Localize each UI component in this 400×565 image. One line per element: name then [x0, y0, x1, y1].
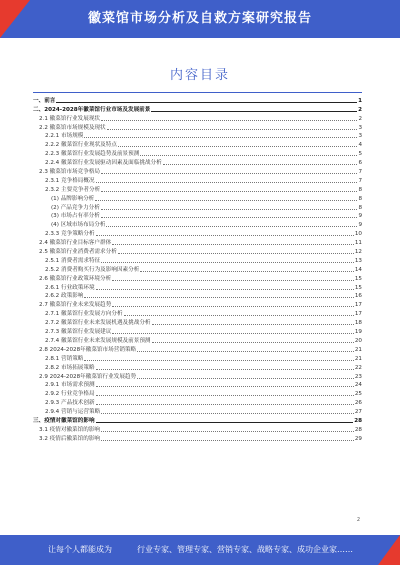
toc-entry-label: 2.3.3 竞争策略分析 — [45, 231, 95, 238]
toc-entry-label: (3) 市场占有率分析 — [51, 213, 100, 220]
toc-entry-label: 2.8.2 市场拓展策略 — [45, 364, 95, 371]
toc-entry-label: 三、疫情对徽菜馆的影响 — [33, 417, 95, 424]
toc-leader — [101, 191, 357, 192]
toc-entry[interactable] — [33, 256, 362, 265]
toc-entry[interactable] — [33, 372, 362, 381]
toc-title: 内容目录 — [169, 68, 230, 83]
toc-entry[interactable] — [33, 318, 362, 327]
toc-leader — [96, 404, 354, 405]
toc-leader — [84, 137, 357, 138]
toc-entry-page: 8 — [358, 204, 362, 211]
toc-entry-label: 一、前言 — [33, 97, 56, 104]
toc-entry-label: 2.9 2024-2028年徽菜馆行业发展趋势 — [39, 373, 137, 380]
toc-entry-label: 2.6.2 政策影响 — [45, 293, 84, 300]
toc-leader — [101, 120, 357, 121]
toc-entry-page: 9 — [358, 222, 362, 229]
toc-entry-page: 23 — [354, 373, 362, 380]
toc-entry-label: 2.9.3 产品技术创新 — [45, 400, 95, 407]
toc-leader — [101, 209, 358, 210]
toc-entry-label: 2.3.1 竞争格局概况 — [45, 177, 95, 184]
toc-entry-label: 2.7.2 徽菜馆行业未来发展机遇及挑战分析 — [45, 320, 151, 327]
toc-leader — [96, 386, 354, 387]
toc-entry[interactable] — [33, 96, 362, 105]
toc-entry[interactable] — [33, 203, 362, 212]
toc-entry[interactable] — [33, 336, 362, 345]
toc-entry-label: 二、2024-2028年徽菜馆行业市场及发展前景 — [33, 106, 151, 113]
toc-leader — [96, 182, 358, 183]
toc-leader — [106, 226, 357, 227]
toc-leader — [96, 422, 354, 423]
toc-entry-page: 27 — [354, 409, 362, 416]
toc-entry-page: 7 — [358, 169, 362, 176]
toc-entry-label: 3.2 疫情后徽菜馆的影响 — [39, 435, 101, 442]
toc-entry-page: 17 — [354, 302, 362, 309]
toc-entry[interactable] — [33, 274, 362, 283]
toc-leader — [96, 369, 354, 370]
toc-entry[interactable] — [33, 212, 362, 221]
toc-divider — [33, 92, 362, 93]
toc-entry-page: 2 — [358, 115, 362, 122]
toc-entry[interactable] — [33, 354, 362, 363]
toc-leader — [107, 129, 358, 130]
toc-entry[interactable] — [33, 363, 362, 372]
toc-entry-label: 2.5 徽菜馆行业消费者需求分析 — [39, 249, 117, 256]
toc-entry[interactable] — [33, 345, 362, 354]
toc-leader — [101, 217, 358, 218]
toc-entry-page: 14 — [354, 266, 362, 273]
toc-entry-label: 2.9.1 市场需求预测 — [45, 382, 95, 389]
toc-entry-label: 2.5.1 消费者需求特征 — [45, 257, 101, 264]
toc-entry[interactable] — [33, 238, 362, 247]
toc-entry[interactable] — [33, 381, 362, 390]
toc-entry-label: 2.9.2 行业竞争格局 — [45, 391, 95, 398]
toc-entry-label: 2.2 徽菜馆市场规模及现状 — [39, 124, 106, 131]
toc-leader — [163, 164, 358, 165]
toc-leader — [96, 235, 354, 236]
toc-entry-label: 2.4 徽菜馆行业目标客户群体 — [39, 240, 112, 247]
footer-accent — [378, 535, 400, 565]
toc-entry-page: 21 — [354, 355, 362, 362]
toc-leader — [84, 297, 353, 298]
toc-entry[interactable] — [33, 132, 362, 141]
toc-entry[interactable] — [33, 265, 362, 274]
toc-entry-page: 20 — [354, 337, 362, 344]
toc-leader — [95, 200, 357, 201]
toc-entry-page: 16 — [354, 293, 362, 300]
toc-leader — [140, 271, 354, 272]
toc-entry-page: 21 — [354, 346, 362, 353]
report-footer — [0, 535, 400, 565]
toc-entry[interactable] — [33, 158, 362, 167]
toc-entry-label: 2.5.2 消费者购买行为及影响因素分析 — [45, 266, 140, 273]
toc-entry-page: 25 — [354, 391, 362, 398]
toc-entry[interactable] — [33, 229, 362, 238]
toc-entry[interactable] — [33, 123, 362, 132]
toc-leader — [152, 342, 354, 343]
toc-entry-page: 22 — [354, 364, 362, 371]
toc-entry-page: 6 — [358, 160, 362, 167]
toc-entry[interactable] — [33, 407, 362, 416]
toc-leader — [101, 413, 354, 414]
toc-entry-page: 17 — [354, 311, 362, 318]
toc-entry-page: 3 — [358, 124, 362, 131]
toc-leader — [112, 306, 354, 307]
toc-entry[interactable] — [33, 292, 362, 301]
toc-entry[interactable] — [33, 283, 362, 292]
toc-entry-label: 2.7.4 徽菜馆行业未来发展规模及前景预测 — [45, 337, 151, 344]
toc-entry-label: 2.6.1 行业政策环境 — [45, 284, 95, 291]
toc-leader — [101, 173, 357, 174]
toc-entry-label: 2.7.3 徽菜馆行业发展建议 — [45, 329, 112, 336]
toc-entry-label: 2.8.1 营销策略 — [45, 355, 84, 362]
toc-entry[interactable] — [33, 434, 362, 443]
toc-entry-label: 2.1 徽菜馆行业发展现状 — [39, 115, 101, 122]
toc-entry-page: 2 — [358, 106, 362, 113]
toc-entry-page: 28 — [354, 417, 362, 424]
toc-entry[interactable] — [33, 176, 362, 185]
toc-entry-page: 28 — [354, 426, 362, 433]
toc-entry[interactable] — [33, 185, 362, 194]
toc-leader — [101, 431, 354, 432]
toc-entry-page: 5 — [358, 151, 362, 158]
toc-entry[interactable] — [33, 300, 362, 309]
toc-entry-page: 26 — [354, 400, 362, 407]
toc-entry-page: 12 — [354, 249, 362, 256]
toc-entry-page: 24 — [354, 382, 362, 389]
toc-entry[interactable] — [33, 247, 362, 256]
toc-leader — [112, 244, 354, 245]
toc-entry-page: 15 — [354, 275, 362, 282]
toc-leader — [137, 378, 354, 379]
toc-entry-label: (2) 产品竞争力分析 — [51, 204, 100, 211]
table-of-contents — [33, 96, 362, 443]
toc-leader — [118, 253, 354, 254]
page-number: 2 — [356, 517, 360, 523]
toc-entry-page: 4 — [358, 142, 362, 149]
toc-entry[interactable] — [33, 194, 362, 203]
toc-leader — [96, 395, 354, 396]
toc-leader — [101, 440, 354, 441]
toc-entry-page: 19 — [354, 329, 362, 336]
toc-entry-label: 2.3 徽菜馆市场竞争格局 — [39, 169, 101, 176]
toc-entry[interactable] — [33, 220, 362, 229]
toc-entry-page: 8 — [358, 186, 362, 193]
toc-entry-label: 2.2.4 徽菜馆行业发展驱动因素及面临挑战分析 — [45, 160, 162, 167]
toc-leader — [84, 360, 353, 361]
toc-entry-label: (1) 品牌影响分析 — [51, 195, 95, 202]
toc-entry-label: 2.6 徽菜馆行业政策环境分析 — [39, 275, 112, 282]
toc-entry[interactable] — [33, 327, 362, 336]
toc-entry-page: 1 — [358, 97, 362, 104]
toc-entry[interactable] — [33, 149, 362, 158]
toc-leader — [56, 102, 357, 103]
toc-entry-label: 2.2.1 市场规模 — [45, 133, 84, 140]
toc-leader — [151, 111, 357, 112]
toc-leader — [140, 155, 357, 156]
toc-leader — [112, 333, 354, 334]
toc-entry-label: 2.8 2024-2028年徽菜馆市场营销策略 — [39, 346, 137, 353]
toc-entry-page: 8 — [358, 195, 362, 202]
toc-entry-label: 2.9.4 营销与运营策略 — [45, 409, 101, 416]
toc-entry[interactable] — [33, 114, 362, 123]
toc-leader — [101, 262, 354, 263]
toc-entry-page: 9 — [358, 213, 362, 220]
toc-entry-page: 29 — [354, 435, 362, 442]
toc-entry[interactable] — [33, 167, 362, 176]
report-title: 徽菜馆市场分析及自救方案研究报告 — [87, 11, 312, 26]
toc-entry[interactable] — [33, 398, 362, 407]
toc-entry-page: 11 — [354, 240, 362, 247]
toc-entry-label: 2.7.1 徽菜馆行业发展方向分析 — [45, 311, 123, 318]
toc-entry-label: 2.3.2 主要竞争者分析 — [45, 186, 101, 193]
toc-entry-label: (4) 区域市场布局分析 — [51, 222, 106, 229]
toc-entry-label: 3.1 疫情对徽菜馆的影响 — [39, 426, 101, 433]
toc-leader — [112, 280, 354, 281]
toc-leader — [96, 289, 354, 290]
toc-entry-page: 18 — [354, 320, 362, 327]
toc-leader — [124, 315, 354, 316]
toc-entry-label: 2.2.2 徽菜馆行业现状及特点 — [45, 142, 117, 149]
toc-entry[interactable] — [33, 389, 362, 398]
toc-entry-page: 10 — [354, 231, 362, 238]
toc-entry[interactable] — [33, 309, 362, 318]
toc-entry-label: 2.2.3 徽菜馆行业发展趋势及前景预测 — [45, 151, 140, 158]
toc-leader — [118, 146, 357, 147]
toc-entry[interactable] — [33, 140, 362, 149]
toc-entry[interactable] — [33, 105, 362, 114]
toc-entry[interactable] — [33, 425, 362, 434]
toc-entry-label: 2.7 徽菜馆行业未来发展趋势 — [39, 302, 112, 309]
footer-slogan-left: 让每个人都能成为 — [48, 545, 112, 554]
toc-leader — [152, 324, 354, 325]
toc-leader — [137, 351, 354, 352]
report-header — [0, 0, 400, 38]
toc-entry-page: 3 — [358, 133, 362, 140]
toc-entry-page: 15 — [354, 284, 362, 291]
toc-entry-page: 7 — [358, 177, 362, 184]
toc-entry[interactable] — [33, 416, 362, 425]
footer-slogan-right: 行业专家、管理专家、营销专家、战略专家、成功企业家…… — [137, 545, 353, 554]
toc-entry-page: 13 — [354, 257, 362, 264]
